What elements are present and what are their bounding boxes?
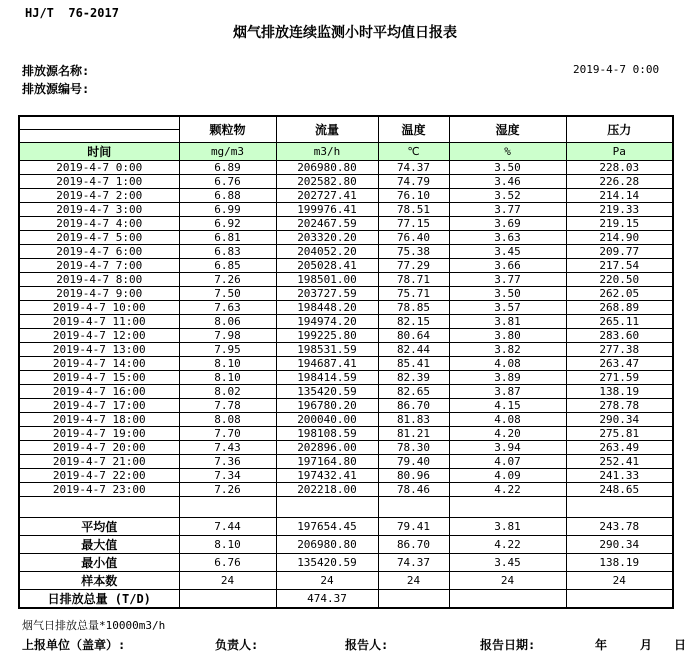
value-cell: 7.36 — [179, 455, 276, 469]
value-cell: 7.34 — [179, 469, 276, 483]
table-row — [19, 301, 673, 315]
value-cell: 197432.41 — [276, 469, 378, 483]
header-rows — [19, 116, 673, 161]
value-cell: 78.51 — [378, 203, 449, 217]
blank-row — [19, 497, 673, 518]
year-label: 年 — [595, 638, 608, 652]
value-cell: 198448.20 — [276, 301, 378, 315]
value-cell: 202727.41 — [276, 189, 378, 203]
summary-value-cell: 24 — [566, 572, 673, 590]
table-row — [19, 217, 673, 231]
value-cell: 77.15 — [378, 217, 449, 231]
page-title: 烟气排放连续监测小时平均值日报表 — [233, 25, 457, 41]
table-row — [19, 259, 673, 273]
value-cell: 77.29 — [378, 259, 449, 273]
value-cell: 138.19 — [566, 385, 673, 399]
time-cell: 2019-4-7 17:00 — [19, 399, 179, 413]
value-cell: 7.50 — [179, 287, 276, 301]
value-cell: 6.85 — [179, 259, 276, 273]
value-cell: 200040.00 — [276, 413, 378, 427]
summary-rows — [19, 518, 673, 609]
value-cell: 263.47 — [566, 357, 673, 371]
time-cell: 2019-4-7 5:00 — [19, 231, 179, 245]
table-row — [19, 273, 673, 287]
time-header-cell: 时间 — [19, 143, 179, 161]
time-cell: 2019-4-7 20:00 — [19, 441, 179, 455]
value-cell: 214.14 — [566, 189, 673, 203]
value-cell: 209.77 — [566, 245, 673, 259]
value-cell: 85.41 — [378, 357, 449, 371]
value-cell: 8.08 — [179, 413, 276, 427]
value-cell: 6.92 — [179, 217, 276, 231]
corner-cell — [19, 116, 179, 143]
value-cell: 219.15 — [566, 217, 673, 231]
value-cell: 202582.80 — [276, 175, 378, 189]
value-cell: 214.90 — [566, 231, 673, 245]
value-cell: 271.59 — [566, 371, 673, 385]
value-cell: 75.38 — [378, 245, 449, 259]
value-cell: 3.81 — [449, 315, 566, 329]
monitoring-table — [18, 115, 674, 609]
table-row — [19, 189, 673, 203]
value-cell: 8.02 — [179, 385, 276, 399]
value-cell: 204052.20 — [276, 245, 378, 259]
value-cell: 199976.41 — [276, 203, 378, 217]
summary-value-cell: 243.78 — [566, 518, 673, 536]
unit-cell-pressure: Pa — [566, 143, 673, 161]
value-cell: 4.09 — [449, 469, 566, 483]
table-row — [19, 161, 673, 175]
summary-value-cell: 206980.80 — [276, 536, 378, 554]
summary-row — [19, 590, 673, 609]
table-row — [19, 441, 673, 455]
value-cell: 228.03 — [566, 161, 673, 175]
value-cell: 7.95 — [179, 343, 276, 357]
value-cell: 194687.41 — [276, 357, 378, 371]
summary-value-cell: 4.22 — [449, 536, 566, 554]
summary-value-cell: 24 — [276, 572, 378, 590]
time-cell: 2019-4-7 6:00 — [19, 245, 179, 259]
responsible-person-label: 负责人: — [215, 638, 259, 652]
value-cell: 3.45 — [449, 245, 566, 259]
summary-value-cell: 138.19 — [566, 554, 673, 572]
column-header-particulate: 颗粒物 — [179, 116, 276, 143]
value-cell: 226.28 — [566, 175, 673, 189]
summary-value-cell: 3.45 — [449, 554, 566, 572]
value-cell: 82.44 — [378, 343, 449, 357]
value-cell: 290.34 — [566, 413, 673, 427]
separator-rows — [19, 497, 673, 518]
time-cell: 2019-4-7 16:00 — [19, 385, 179, 399]
time-cell: 2019-4-7 11:00 — [19, 315, 179, 329]
value-cell: 7.70 — [179, 427, 276, 441]
summary-row — [19, 536, 673, 554]
time-cell: 2019-4-7 9:00 — [19, 287, 179, 301]
summary-value-cell — [378, 590, 449, 609]
value-cell: 202467.59 — [276, 217, 378, 231]
value-cell: 3.50 — [449, 287, 566, 301]
summary-value-cell: 24 — [378, 572, 449, 590]
value-cell: 7.78 — [179, 399, 276, 413]
value-cell: 6.99 — [179, 203, 276, 217]
value-cell: 196780.20 — [276, 399, 378, 413]
blank-cell — [19, 497, 179, 518]
column-header-temperature: 温度 — [378, 116, 449, 143]
time-cell: 2019-4-7 13:00 — [19, 343, 179, 357]
value-cell: 263.49 — [566, 441, 673, 455]
value-cell: 198108.59 — [276, 427, 378, 441]
value-cell: 198414.59 — [276, 371, 378, 385]
value-cell: 81.21 — [378, 427, 449, 441]
value-cell: 265.11 — [566, 315, 673, 329]
column-header-humidity: 湿度 — [449, 116, 566, 143]
table-row — [19, 455, 673, 469]
value-cell: 3.46 — [449, 175, 566, 189]
value-cell: 8.06 — [179, 315, 276, 329]
value-cell: 75.71 — [378, 287, 449, 301]
time-cell: 2019-4-7 23:00 — [19, 483, 179, 497]
value-cell: 3.57 — [449, 301, 566, 315]
summary-label-cell: 最大值 — [19, 536, 179, 554]
summary-value-cell: 197654.45 — [276, 518, 378, 536]
summary-value-cell — [566, 590, 673, 609]
time-cell: 2019-4-7 22:00 — [19, 469, 179, 483]
summary-label-cell: 日排放总量 (T/D) — [19, 590, 179, 609]
value-cell: 6.89 — [179, 161, 276, 175]
time-cell: 2019-4-7 1:00 — [19, 175, 179, 189]
value-cell: 7.63 — [179, 301, 276, 315]
blank-cell — [179, 497, 276, 518]
value-cell: 194974.20 — [276, 315, 378, 329]
time-cell: 2019-4-7 18:00 — [19, 413, 179, 427]
value-cell: 4.07 — [449, 455, 566, 469]
day-label: 日 — [674, 638, 687, 652]
summary-value-cell: 7.44 — [179, 518, 276, 536]
value-cell: 76.10 — [378, 189, 449, 203]
value-cell: 3.69 — [449, 217, 566, 231]
table-row — [19, 329, 673, 343]
column-header-row — [19, 116, 673, 143]
summary-value-cell: 6.76 — [179, 554, 276, 572]
value-cell: 74.37 — [378, 161, 449, 175]
value-cell: 7.98 — [179, 329, 276, 343]
summary-value-cell: 24 — [179, 572, 276, 590]
value-cell: 217.54 — [566, 259, 673, 273]
value-cell: 3.50 — [449, 161, 566, 175]
value-cell: 278.78 — [566, 399, 673, 413]
value-cell: 198531.59 — [276, 343, 378, 357]
time-cell: 2019-4-7 10:00 — [19, 301, 179, 315]
summary-value-cell: 8.10 — [179, 536, 276, 554]
summary-label-cell: 样本数 — [19, 572, 179, 590]
unit-cell-flow: m3/h — [276, 143, 378, 161]
value-cell: 3.66 — [449, 259, 566, 273]
value-cell: 3.77 — [449, 203, 566, 217]
month-label: 月 — [640, 638, 653, 652]
value-cell: 79.40 — [378, 455, 449, 469]
value-cell: 268.89 — [566, 301, 673, 315]
value-cell: 198501.00 — [276, 273, 378, 287]
summary-label-cell: 平均值 — [19, 518, 179, 536]
table-row — [19, 175, 673, 189]
value-cell: 3.63 — [449, 231, 566, 245]
standard-number: HJ/T 76-2017 — [25, 6, 119, 20]
value-cell: 76.40 — [378, 231, 449, 245]
value-cell: 4.08 — [449, 413, 566, 427]
table-row — [19, 203, 673, 217]
value-cell: 199225.80 — [276, 329, 378, 343]
column-header-pressure: 压力 — [566, 116, 673, 143]
summary-value-cell: 79.41 — [378, 518, 449, 536]
blank-cell — [276, 497, 378, 518]
value-cell: 220.50 — [566, 273, 673, 287]
unit-cell-humidity: % — [449, 143, 566, 161]
value-cell: 80.64 — [378, 329, 449, 343]
value-cell: 6.88 — [179, 189, 276, 203]
unit-cell-particulate: mg/m3 — [179, 143, 276, 161]
value-cell: 81.83 — [378, 413, 449, 427]
column-header-flow: 流量 — [276, 116, 378, 143]
table-row — [19, 287, 673, 301]
summary-value-cell: 74.37 — [378, 554, 449, 572]
summary-label-cell: 最小值 — [19, 554, 179, 572]
table-row — [19, 315, 673, 329]
value-cell: 3.80 — [449, 329, 566, 343]
time-cell: 2019-4-7 0:00 — [19, 161, 179, 175]
value-cell: 3.82 — [449, 343, 566, 357]
corner-cell-top — [20, 117, 179, 130]
value-cell: 248.65 — [566, 483, 673, 497]
summary-value-cell: 135420.59 — [276, 554, 378, 572]
value-cell: 202218.00 — [276, 483, 378, 497]
emission-source-name-label: 排放源名称: — [22, 64, 90, 78]
table-row — [19, 343, 673, 357]
value-cell: 78.85 — [378, 301, 449, 315]
time-cell: 2019-4-7 19:00 — [19, 427, 179, 441]
unit-cell-temperature: ℃ — [378, 143, 449, 161]
table-row — [19, 483, 673, 497]
value-cell: 205028.41 — [276, 259, 378, 273]
value-cell: 135420.59 — [276, 385, 378, 399]
value-cell: 206980.80 — [276, 161, 378, 175]
value-cell: 78.46 — [378, 483, 449, 497]
value-cell: 8.10 — [179, 357, 276, 371]
blank-cell — [566, 497, 673, 518]
blank-cell — [449, 497, 566, 518]
summary-row — [19, 572, 673, 590]
summary-value-cell — [179, 590, 276, 609]
reporter-label: 报告人: — [345, 638, 389, 652]
report-datetime: 2019-4-7 0:00 — [573, 63, 660, 76]
value-cell: 82.65 — [378, 385, 449, 399]
table-row — [19, 469, 673, 483]
value-cell: 203727.59 — [276, 287, 378, 301]
value-cell: 7.26 — [179, 273, 276, 287]
summary-value-cell — [449, 590, 566, 609]
report-unit-label: 上报单位（盖章）: — [22, 638, 126, 652]
summary-value-cell: 3.81 — [449, 518, 566, 536]
table-row — [19, 357, 673, 371]
emission-source-code-label: 排放源编号: — [22, 82, 90, 96]
value-cell: 275.81 — [566, 427, 673, 441]
time-cell: 2019-4-7 21:00 — [19, 455, 179, 469]
value-cell: 6.81 — [179, 231, 276, 245]
blank-cell — [378, 497, 449, 518]
table-row — [19, 231, 673, 245]
value-cell: 202896.00 — [276, 441, 378, 455]
value-cell: 277.38 — [566, 343, 673, 357]
summary-row — [19, 518, 673, 536]
value-cell: 4.20 — [449, 427, 566, 441]
value-cell: 3.52 — [449, 189, 566, 203]
value-cell: 82.15 — [378, 315, 449, 329]
value-cell: 78.71 — [378, 273, 449, 287]
value-cell: 203320.20 — [276, 231, 378, 245]
time-cell: 2019-4-7 4:00 — [19, 217, 179, 231]
daily-total-note: 烟气日排放总量*10000m3/h — [22, 619, 166, 632]
table-row — [19, 245, 673, 259]
value-cell: 197164.80 — [276, 455, 378, 469]
value-cell: 80.96 — [378, 469, 449, 483]
time-cell: 2019-4-7 14:00 — [19, 357, 179, 371]
value-cell: 283.60 — [566, 329, 673, 343]
table-row — [19, 427, 673, 441]
summary-value-cell: 290.34 — [566, 536, 673, 554]
table-row — [19, 371, 673, 385]
value-cell: 262.05 — [566, 287, 673, 301]
value-cell: 4.15 — [449, 399, 566, 413]
time-cell: 2019-4-7 3:00 — [19, 203, 179, 217]
data-rows — [19, 161, 673, 497]
value-cell: 6.76 — [179, 175, 276, 189]
value-cell: 241.33 — [566, 469, 673, 483]
value-cell: 82.39 — [378, 371, 449, 385]
value-cell: 74.79 — [378, 175, 449, 189]
value-cell: 252.41 — [566, 455, 673, 469]
summary-value-cell: 86.70 — [378, 536, 449, 554]
value-cell: 78.30 — [378, 441, 449, 455]
table-row — [19, 385, 673, 399]
value-cell: 6.83 — [179, 245, 276, 259]
value-cell: 3.87 — [449, 385, 566, 399]
time-cell: 2019-4-7 8:00 — [19, 273, 179, 287]
time-cell: 2019-4-7 12:00 — [19, 329, 179, 343]
time-cell: 2019-4-7 15:00 — [19, 371, 179, 385]
value-cell: 86.70 — [378, 399, 449, 413]
corner-cell-bottom — [20, 130, 179, 142]
table-row — [19, 399, 673, 413]
value-cell: 3.77 — [449, 273, 566, 287]
table-row — [19, 413, 673, 427]
value-cell: 3.94 — [449, 441, 566, 455]
summary-value-cell: 474.37 — [276, 590, 378, 609]
value-cell: 4.22 — [449, 483, 566, 497]
value-cell: 4.08 — [449, 357, 566, 371]
summary-value-cell: 24 — [449, 572, 566, 590]
time-cell: 2019-4-7 2:00 — [19, 189, 179, 203]
report-date-label: 报告日期: — [480, 638, 536, 652]
value-cell: 8.10 — [179, 371, 276, 385]
summary-row — [19, 554, 673, 572]
value-cell: 7.43 — [179, 441, 276, 455]
value-cell: 219.33 — [566, 203, 673, 217]
time-cell: 2019-4-7 7:00 — [19, 259, 179, 273]
value-cell: 7.26 — [179, 483, 276, 497]
value-cell: 3.89 — [449, 371, 566, 385]
units-row — [19, 143, 673, 161]
